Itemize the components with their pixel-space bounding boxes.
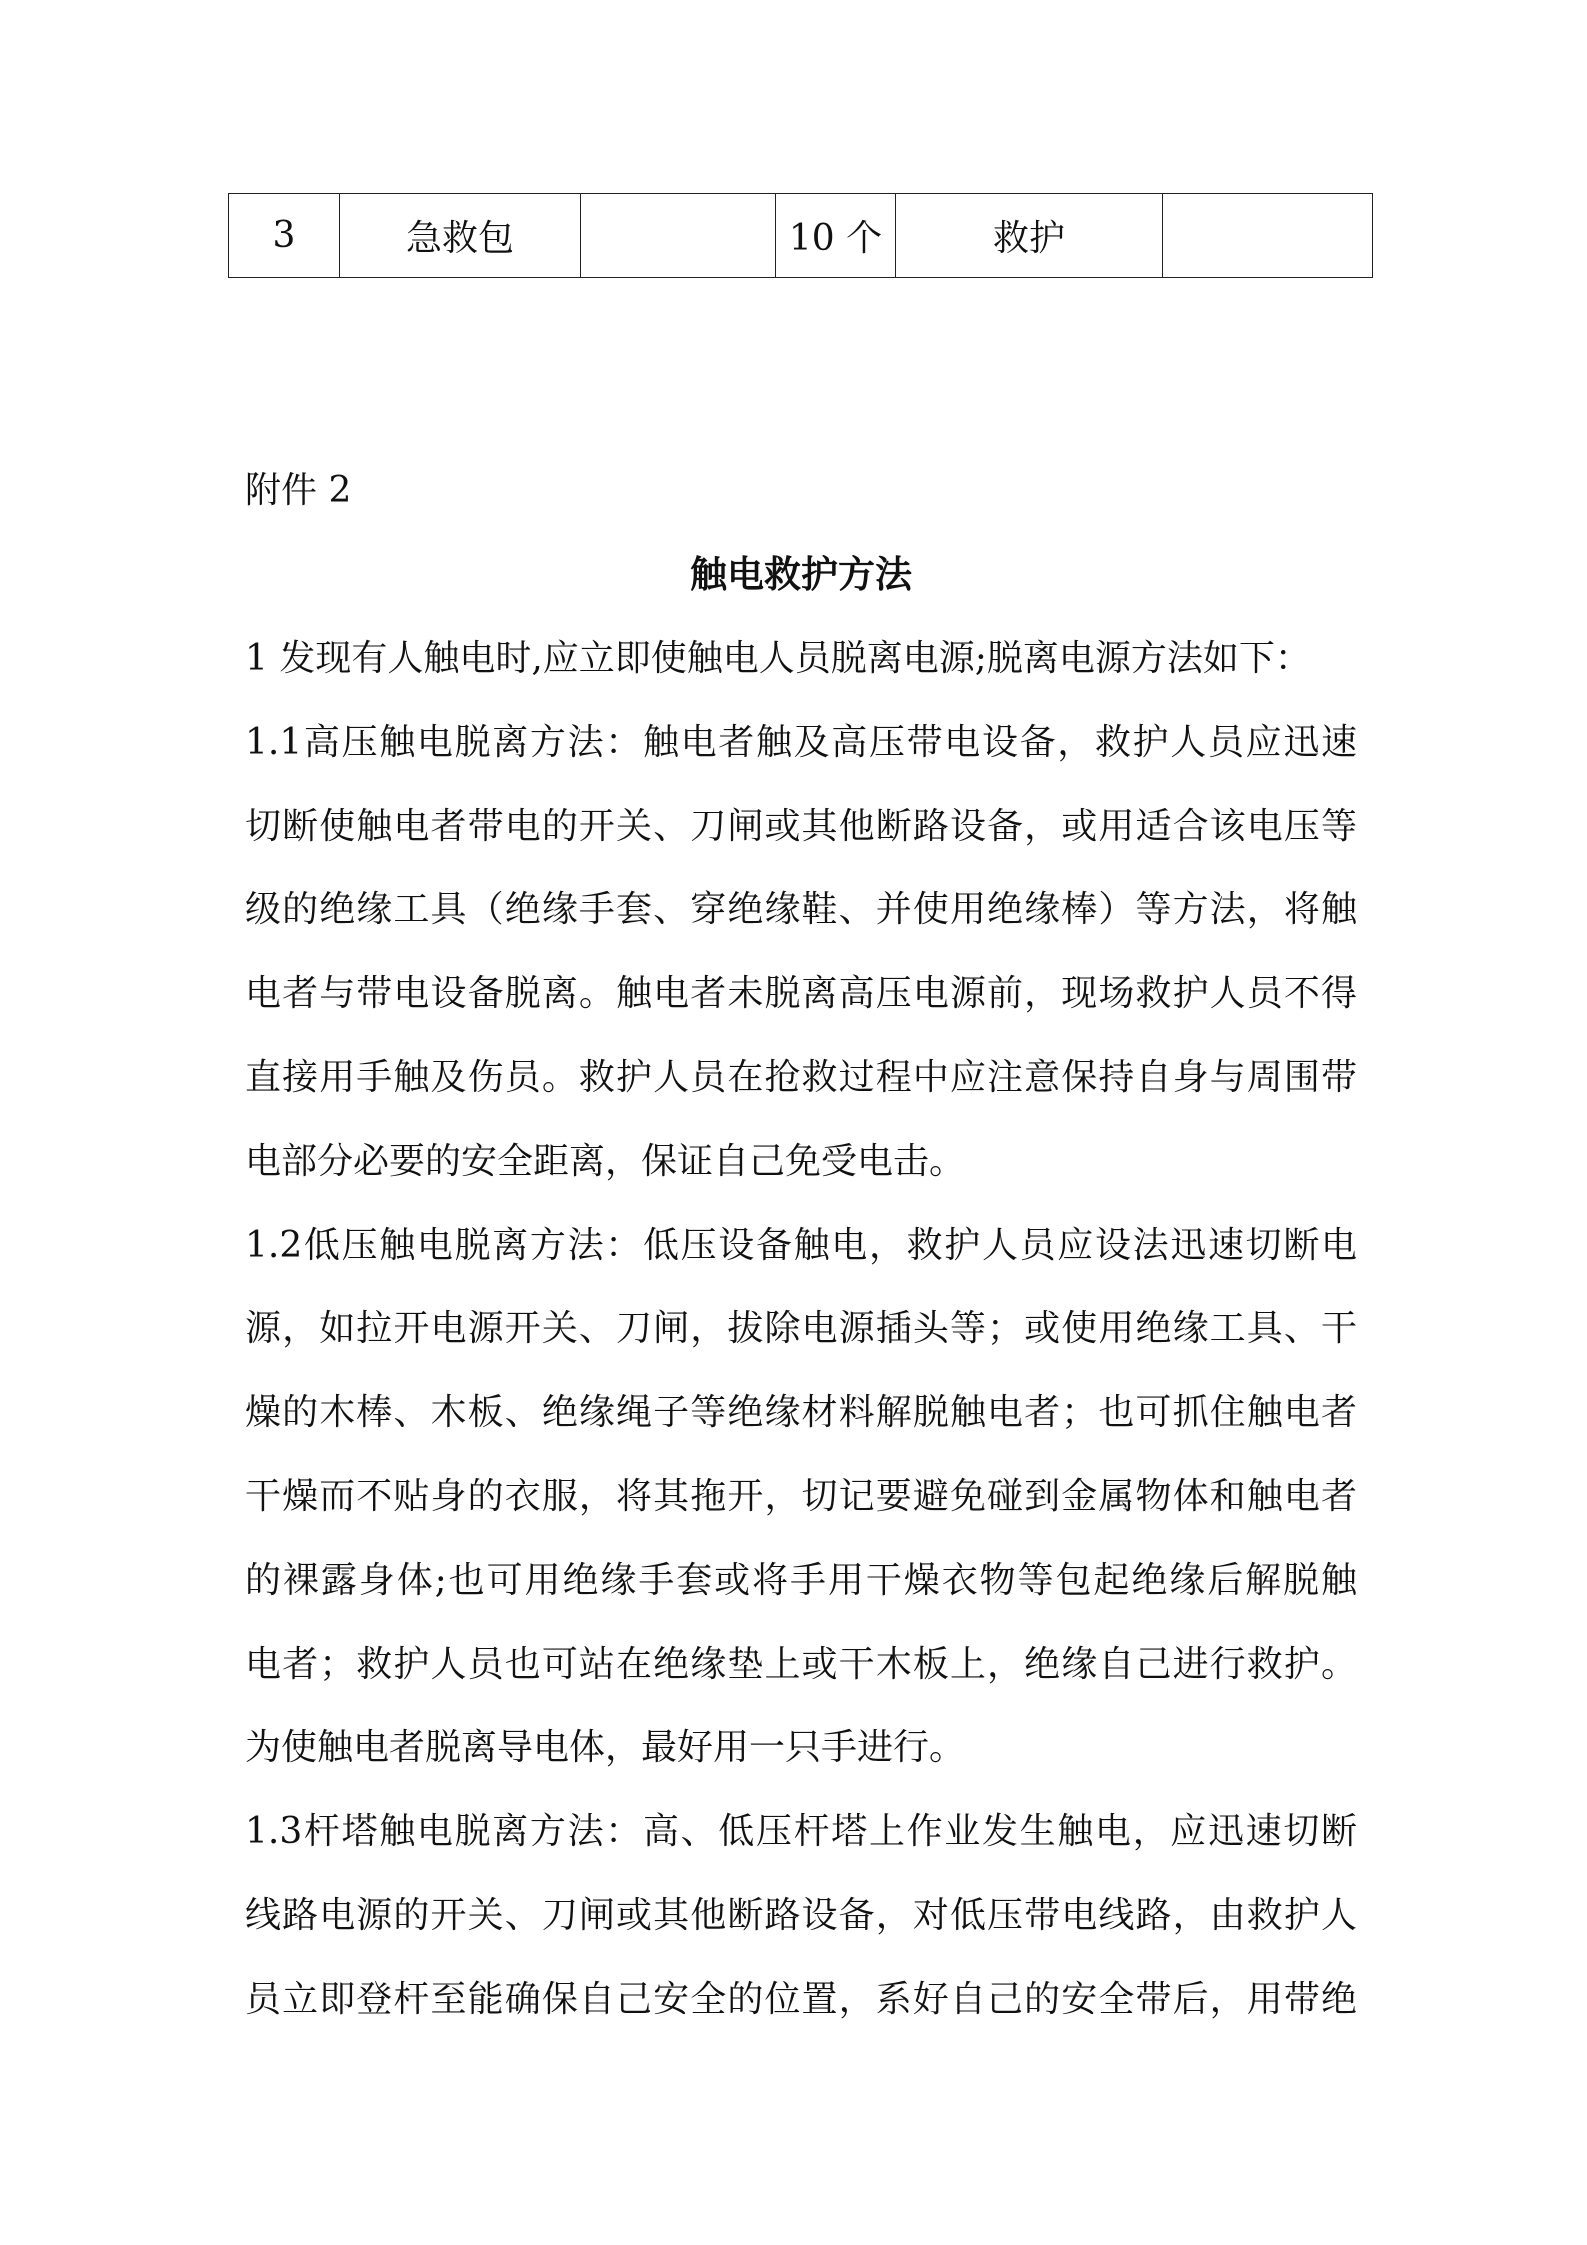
equipment-table	[228, 193, 1373, 278]
paragraph-line: 级的绝缘工具（绝缘手套、穿绝缘鞋、并使用绝缘棒）等方法，将触	[245, 889, 1357, 931]
paragraph-line: 直接用手触及伤员。救护人员在抢救过程中应注意保持自身与周围带	[245, 1056, 1357, 1098]
table-cell-index: 3	[229, 194, 340, 278]
paragraph-1	[245, 617, 1357, 701]
table-cell-spec	[581, 194, 776, 278]
document-body	[245, 617, 1357, 2042]
document-title: 触电救护方法	[690, 552, 912, 596]
paragraph-1-3	[245, 1790, 1357, 2041]
paragraph-1-1	[245, 701, 1357, 1204]
paragraph-1-2	[245, 1204, 1357, 1791]
attachment-label: 附件 2	[245, 470, 352, 511]
paragraph-line: 电者与带电设备脱离。触电者未脱离高压电源前，现场救护人员不得	[245, 973, 1357, 1015]
paragraph-line: 的裸露身体;也可用绝缘手套或将手用干燥衣物等包起绝缘后解脱触	[245, 1559, 1357, 1601]
paragraph-line: 燥的木棒、木板、绝缘绳子等绝缘材料解脱触电者；也可抓住触电者	[245, 1392, 1357, 1434]
paragraph-line: 1.2低压触电脱离方法：低压设备触电，救护人员应设法迅速切断电	[245, 1224, 1357, 1266]
paragraph-line: 源，如拉开电源开关、刀闸，拔除电源插头等；或使用绝缘工具、干	[245, 1308, 1357, 1350]
table-cell-remarks	[1163, 194, 1373, 278]
paragraph-line: 1.1高压触电脱离方法：触电者触及高压带电设备，救护人员应迅速	[245, 721, 1357, 763]
paragraph-line: 员立即登杆至能确保自己安全的位置，系好自己的安全带后，用带绝	[245, 1978, 1357, 2020]
table-cell-purpose: 救护	[896, 194, 1163, 278]
table-row	[229, 194, 1373, 278]
table-cell-item-name: 急救包	[340, 194, 581, 278]
paragraph-line: 切断使触电者带电的开关、刀闸或其他断路设备，或用适合该电压等	[245, 805, 1357, 847]
table-cell-quantity: 10 个	[776, 194, 896, 278]
paragraph-line: 为使触电者脱离导电体，最好用一只手进行。	[245, 1727, 966, 1769]
paragraph-line: 1 发现有人触电时,应立即使触电人员脱离电源;脱离电源方法如下：	[245, 638, 1311, 679]
paragraph-line: 干燥而不贴身的衣服，将其拖开，切记要避免碰到金属物体和触电者	[245, 1475, 1357, 1517]
paragraph-line: 电者；救护人员也可站在绝缘垫上或干木板上，绝缘自己进行救护。	[245, 1643, 1357, 1685]
paragraph-line: 线路电源的开关、刀闸或其他断路设备，对低压带电线路，由救护人	[245, 1894, 1357, 1936]
paragraph-line: 1.3杆塔触电脱离方法：高、低压杆塔上作业发生触电，应迅速切断	[245, 1811, 1357, 1853]
paragraph-line: 电部分必要的安全距离，保证自己免受电击。	[245, 1140, 966, 1182]
